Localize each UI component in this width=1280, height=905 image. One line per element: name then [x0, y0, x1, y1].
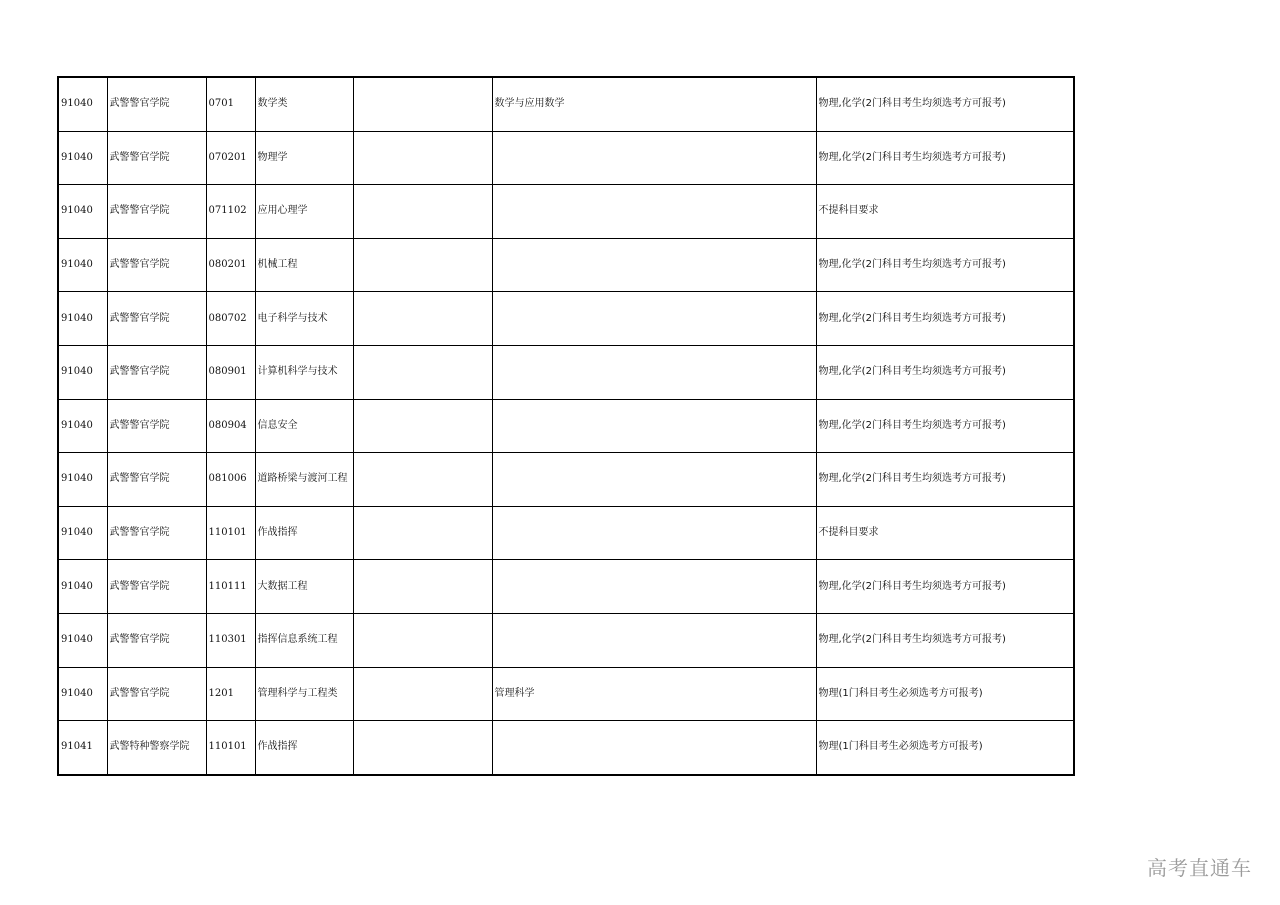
major-name-cell: 数学类	[255, 77, 353, 131]
included-majors-cell	[492, 185, 816, 239]
institution-name-cell: 武警特种警察学院	[107, 721, 206, 775]
included-majors-cell	[492, 453, 816, 507]
institution-code-cell: 91041	[58, 721, 107, 775]
institution-name-cell: 武警警官学院	[107, 77, 206, 131]
institution-name-cell: 武警警官学院	[107, 667, 206, 721]
institution-name-cell: 武警警官学院	[107, 292, 206, 346]
included-majors-cell: 管理科学	[492, 667, 816, 721]
included-majors-cell	[492, 292, 816, 346]
institution-name-cell: 武警警官学院	[107, 453, 206, 507]
major-name-cell: 作战指挥	[255, 721, 353, 775]
institution-name-cell: 武警警官学院	[107, 185, 206, 239]
table-row	[58, 77, 1074, 131]
major-code-cell: 1201	[206, 667, 255, 721]
included-majors-cell	[492, 560, 816, 614]
table-row	[58, 453, 1074, 507]
table-row	[58, 667, 1074, 721]
major-direction-cell	[353, 560, 492, 614]
table-row	[58, 506, 1074, 560]
major-name-cell: 管理科学与工程类	[255, 667, 353, 721]
subject-requirement-cell: 物理,化学(2门科目考生均须选考方可报考)	[816, 131, 1074, 185]
major-name-cell: 大数据工程	[255, 560, 353, 614]
table-row	[58, 131, 1074, 185]
major-direction-cell	[353, 77, 492, 131]
institution-name-cell: 武警警官学院	[107, 506, 206, 560]
major-code-cell: 070201	[206, 131, 255, 185]
subject-requirement-cell: 物理(1门科目考生必须选考方可报考)	[816, 721, 1074, 775]
subject-requirement-cell: 物理,化学(2门科目考生均须选考方可报考)	[816, 345, 1074, 399]
major-code-cell: 080201	[206, 238, 255, 292]
subject-requirement-cell: 物理,化学(2门科目考生均须选考方可报考)	[816, 77, 1074, 131]
major-direction-cell	[353, 613, 492, 667]
subject-requirement-cell: 物理(1门科目考生必须选考方可报考)	[816, 667, 1074, 721]
included-majors-cell	[492, 131, 816, 185]
major-direction-cell	[353, 667, 492, 721]
major-code-cell: 081006	[206, 453, 255, 507]
institution-name-cell: 武警警官学院	[107, 131, 206, 185]
included-majors-cell	[492, 721, 816, 775]
major-direction-cell	[353, 131, 492, 185]
institution-code-cell: 91040	[58, 399, 107, 453]
major-name-cell: 指挥信息系统工程	[255, 613, 353, 667]
subject-requirement-cell: 物理,化学(2门科目考生均须选考方可报考)	[816, 613, 1074, 667]
institution-name-cell: 武警警官学院	[107, 613, 206, 667]
institution-code-cell: 91040	[58, 506, 107, 560]
subject-requirement-cell: 不提科目要求	[816, 506, 1074, 560]
institution-name-cell: 武警警官学院	[107, 399, 206, 453]
major-name-cell: 物理学	[255, 131, 353, 185]
included-majors-cell: 数学与应用数学	[492, 77, 816, 131]
major-code-cell: 080904	[206, 399, 255, 453]
major-direction-cell	[353, 453, 492, 507]
included-majors-cell	[492, 345, 816, 399]
major-name-cell: 道路桥梁与渡河工程	[255, 453, 353, 507]
table-row	[58, 345, 1074, 399]
admission-requirements-table	[57, 76, 1075, 776]
major-name-cell: 机械工程	[255, 238, 353, 292]
table-row	[58, 399, 1074, 453]
institution-name-cell: 武警警官学院	[107, 560, 206, 614]
major-name-cell: 信息安全	[255, 399, 353, 453]
major-code-cell: 080702	[206, 292, 255, 346]
institution-code-cell: 91040	[58, 667, 107, 721]
major-code-cell: 110101	[206, 506, 255, 560]
major-code-cell: 0701	[206, 77, 255, 131]
included-majors-cell	[492, 613, 816, 667]
institution-code-cell: 91040	[58, 238, 107, 292]
major-code-cell: 110101	[206, 721, 255, 775]
major-name-cell: 计算机科学与技术	[255, 345, 353, 399]
major-direction-cell	[353, 292, 492, 346]
included-majors-cell	[492, 238, 816, 292]
institution-code-cell: 91040	[58, 185, 107, 239]
subject-requirement-cell: 物理,化学(2门科目考生均须选考方可报考)	[816, 399, 1074, 453]
major-code-cell: 071102	[206, 185, 255, 239]
major-name-cell: 应用心理学	[255, 185, 353, 239]
institution-name-cell: 武警警官学院	[107, 238, 206, 292]
subject-requirement-cell: 不提科目要求	[816, 185, 1074, 239]
institution-code-cell: 91040	[58, 560, 107, 614]
major-direction-cell	[353, 721, 492, 775]
institution-code-cell: 91040	[58, 77, 107, 131]
major-direction-cell	[353, 238, 492, 292]
major-code-cell: 110301	[206, 613, 255, 667]
subject-requirement-cell: 物理,化学(2门科目考生均须选考方可报考)	[816, 560, 1074, 614]
subject-requirement-cell: 物理,化学(2门科目考生均须选考方可报考)	[816, 238, 1074, 292]
institution-code-cell: 91040	[58, 345, 107, 399]
table-body	[58, 77, 1074, 775]
subject-requirement-cell: 物理,化学(2门科目考生均须选考方可报考)	[816, 453, 1074, 507]
table-row	[58, 185, 1074, 239]
institution-code-cell: 91040	[58, 613, 107, 667]
institution-name-cell: 武警警官学院	[107, 345, 206, 399]
included-majors-cell	[492, 399, 816, 453]
table-row	[58, 292, 1074, 346]
institution-code-cell: 91040	[58, 292, 107, 346]
major-name-cell: 作战指挥	[255, 506, 353, 560]
major-direction-cell	[353, 345, 492, 399]
table-row	[58, 721, 1074, 775]
subject-requirement-cell: 物理,化学(2门科目考生均须选考方可报考)	[816, 292, 1074, 346]
table-row	[58, 613, 1074, 667]
included-majors-cell	[492, 506, 816, 560]
institution-code-cell: 91040	[58, 131, 107, 185]
institution-code-cell: 91040	[58, 453, 107, 507]
major-direction-cell	[353, 185, 492, 239]
major-name-cell: 电子科学与技术	[255, 292, 353, 346]
major-direction-cell	[353, 399, 492, 453]
major-code-cell: 080901	[206, 345, 255, 399]
major-direction-cell	[353, 506, 492, 560]
watermark-logo-text: 高考直通车	[1147, 856, 1252, 880]
major-code-cell: 110111	[206, 560, 255, 614]
table-row	[58, 238, 1074, 292]
table-row	[58, 560, 1074, 614]
